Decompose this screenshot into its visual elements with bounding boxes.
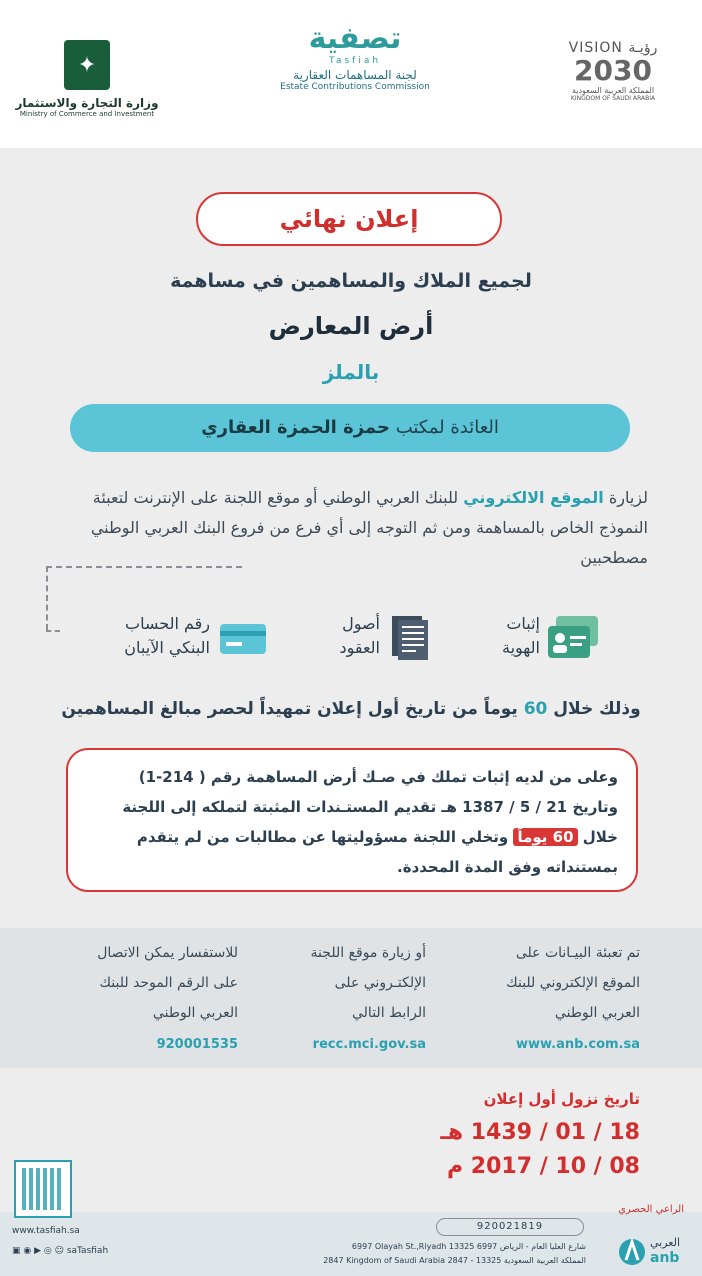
info-col-bank (462, 938, 640, 1028)
address-line1: 6997 Olayah St.,Riyadh 13325 6997 شارع العليا العام - الرياض (351, 1242, 586, 1251)
notice-line3-after: وتخلي اللجنة مسؤوليتها عن مطالبات من لم يتقدم (136, 828, 509, 846)
notice-line3-before: خلال (582, 828, 618, 846)
vision-word: VISION رؤيـة (568, 40, 658, 56)
tasfiah-website[interactable]: www.tasfiah.sa (12, 1226, 80, 1236)
qr-code[interactable] (14, 1160, 72, 1218)
doc-text-contracts (300, 612, 380, 660)
period-after: يوماً من تاريخ أول إعلان تمهيداً لحصر مبالغ المساهمين (61, 699, 518, 719)
doc-iban-line1: رقم الحساب (125, 614, 210, 633)
commission-name-ar: لجنة المساهمات العقارية (293, 68, 417, 82)
notice-line4: بمستنداته وفق المدة المحددة. (397, 858, 618, 876)
instructions-part1: لزيارة (608, 488, 648, 507)
contract-document-icon (384, 614, 438, 662)
info-col2-line3: الرابط التالي (352, 1005, 426, 1021)
doc-contracts-line1: أصول (342, 614, 380, 633)
vision-year: 2030 (574, 54, 652, 87)
dashed-connector (46, 566, 242, 568)
info-col3-line2: على الرقم الموحد للبنك (99, 975, 238, 991)
exclusive-sponsor-label: الراعي الحصري (618, 1204, 684, 1215)
bank-phone-number[interactable]: 920001535 (156, 1037, 238, 1052)
doc-id-line2: الهوية (502, 638, 540, 657)
bank-card-icon (216, 614, 270, 662)
vision-2030-logo (548, 40, 678, 102)
district-name: بالملز (322, 360, 380, 384)
notice-line2: وتاريخ 21 / 5 / 1387 هـ تقديم المستـندات المثبتة لتملكه إلى اللجنة (122, 798, 618, 816)
unified-phone: 920021819 (436, 1218, 584, 1236)
doc-item-iban (80, 608, 280, 672)
tasfiah-name-en: Tasfiah (328, 56, 382, 66)
hijri-date: 18 / 01 / 1439 هـ (440, 1120, 640, 1145)
info-col2-line2: الإلكتـروني على (334, 975, 426, 991)
social-handle: saTasfiah (66, 1246, 109, 1256)
doc-iban-line2: البنكي الآيبان (124, 638, 210, 657)
info-col1-line1: تم تعبئة البيـانات على (515, 945, 640, 961)
doc-item-id (460, 608, 640, 672)
tasfiah-name-ar: تصفية (308, 21, 402, 56)
office-prefix: العائدة لمكتب (395, 417, 499, 438)
address-line2: 2847 Kingdom of Saudi Arabia 2847 - 13325 المملكة العربية السعودية (323, 1256, 586, 1265)
vision-kingdom-en: KINGDOM OF SAUDI ARABIA (570, 95, 656, 102)
notice-days-badge: 60 يوماً (513, 828, 577, 846)
commission-name-en: Estate Contributions Commission (280, 82, 430, 92)
anb-logo (616, 1222, 686, 1270)
office-pill (70, 404, 630, 452)
doc-text-id (460, 612, 540, 660)
id-card-icon (546, 614, 600, 662)
qr-code-pattern (22, 1168, 64, 1210)
website-highlight: الموقع الالكتروني (463, 488, 604, 507)
instructions-part2: للبنك العربي الوطني أو موقع اللجنة على الإنترنت لتعبئة النموذج الخاص بالمساهمة ومن ثم التوجه إلى أي فرع من فروع البنك العربي الوطني مصطحبين (90, 488, 648, 567)
social-handles (12, 1246, 108, 1256)
dashed-connector-vertical (46, 566, 48, 630)
gregorian-date: 08 / 10 / 2017 م (447, 1154, 640, 1179)
committee-website-link[interactable]: recc.mci.gov.sa (312, 1037, 426, 1052)
info-col3-line3: العربي الوطني (152, 1005, 238, 1021)
social-icons[interactable]: ▣ ◉ ▶ ◎ ☺ (12, 1246, 64, 1256)
info-col1-line3: العربي الوطني (554, 1005, 640, 1021)
doc-text-iban (80, 612, 210, 660)
info-col-phone (60, 938, 238, 1028)
period-statement (0, 699, 702, 719)
instructions-paragraph (40, 483, 648, 573)
ministry-logo (12, 40, 162, 118)
ministry-name-en: Ministry of Commerce and Investment (19, 110, 155, 118)
doc-contracts-line2: العقود (339, 638, 380, 657)
anb-name-ar: العربي (650, 1236, 681, 1249)
period-days: 60 (523, 699, 548, 719)
header (0, 0, 702, 148)
doc-id-line1: إثبات (506, 614, 540, 633)
office-name: حمزة الحمزة العقاري (201, 417, 390, 438)
first-publish-date-title: تاريخ نزول أول إعلان (483, 1090, 640, 1108)
contribution-name: أرض المعارض (268, 312, 434, 340)
info-col3-line1: للاستفسار يمكن الاتصال (97, 945, 238, 961)
info-col2-line1: أو زيارة موقع اللجنة (310, 945, 426, 961)
dashed-connector-end (46, 630, 60, 632)
audience-line: لجميع الملاك والمساهمين في مساهمة (170, 270, 532, 292)
notice-line1: وعلى من لديه إثبات تملك في صـك أرض المساهمة رقم ( 214-1) (138, 768, 618, 786)
info-col-committee (248, 938, 426, 1028)
saudi-emblem-icon: ✦ (64, 40, 110, 90)
final-announcement-badge: إعلان نهائي (196, 192, 502, 246)
doc-item-contracts (300, 608, 440, 672)
ministry-name-ar: وزارة التجارة والاستثمار (15, 96, 159, 110)
period-before: وذلك خلال (553, 699, 641, 719)
notice-line3 (86, 822, 618, 852)
anb-name-en: anb (650, 1250, 680, 1266)
info-col1-line2: الموقع الإلكتروني للبنك (506, 975, 640, 991)
ownership-notice-text (86, 762, 618, 882)
anb-website-link[interactable]: www.anb.com.sa (515, 1037, 640, 1052)
vision-kingdom-ar: المملكة العربية السعودية (571, 86, 655, 95)
tasfiah-logo (250, 22, 460, 92)
